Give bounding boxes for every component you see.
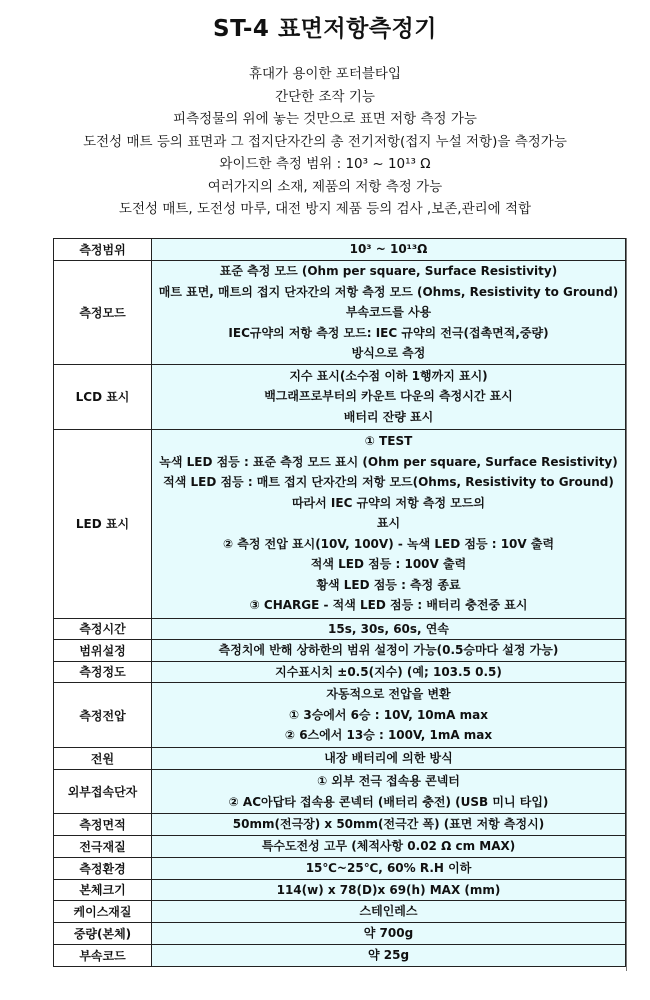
- spec-value-line: 적색 LED 점등 : 매트 접지 단자간의 저항 모드(Ohms, Resistivity to Ground): [163, 475, 614, 490]
- spec-row-voltage: [54, 683, 626, 748]
- spec-label: 측정모드: [54, 261, 152, 365]
- spec-value-line: 50mm(전극장) x 50mm(전극간 폭) (표면 저항 측정시): [232, 817, 545, 832]
- spec-value: [152, 944, 626, 966]
- spec-value: [152, 261, 626, 365]
- intro-list: [0, 63, 650, 221]
- spec-value: [152, 429, 626, 618]
- spec-value: [152, 640, 626, 662]
- spec-row-time: [54, 618, 626, 640]
- spec-label: 측정범위: [54, 239, 152, 261]
- spec-value-line: 지수 표시(소수점 이하 1행까지 표시): [289, 368, 488, 383]
- spec-value-line: ③ CHARGE - 적색 LED 점등 : 배터리 충전중 표시: [249, 598, 528, 613]
- spec-row-area: [54, 814, 626, 836]
- spec-value-line: 약 25g: [367, 947, 410, 962]
- spec-label: 측정환경: [54, 857, 152, 879]
- spec-value: [152, 814, 626, 836]
- spec-value-line: ① 3승에서 6승 : 10V, 10mA max: [289, 707, 488, 722]
- spec-value-line: 백그래프로부터의 카운트 다운의 측정시간 표시: [264, 389, 513, 404]
- spec-label: 외부접속단자: [54, 770, 152, 814]
- spec-value: [152, 239, 626, 261]
- spec-value: [152, 923, 626, 945]
- spec-row-external-terminal: [54, 770, 626, 814]
- spec-label: 범위설정: [54, 640, 152, 662]
- spec-label: 측정정도: [54, 661, 152, 683]
- spec-label: 중량(본체): [54, 923, 152, 945]
- spec-row-lcd: [54, 364, 626, 429]
- spec-value-line: 측정치에 반해 상하한의 범위 설정이 가능(0.5승마다 설정 가능): [218, 643, 559, 657]
- spec-label: 측정면적: [54, 814, 152, 836]
- spec-row-case: [54, 901, 626, 923]
- spec-value: [152, 770, 626, 814]
- spec-value: [152, 683, 626, 748]
- intro-line: 휴대가 용이한 포터블타입: [248, 66, 402, 82]
- spec-label: 측정시간: [54, 618, 152, 640]
- spec-value-line: 방식으로 측정: [351, 346, 426, 360]
- spec-label: LCD 표시: [54, 364, 152, 429]
- spec-value-line: ① 외부 전극 접속용 콘넥터: [317, 774, 460, 788]
- spec-row-size: [54, 879, 626, 901]
- spec-label: 측정전압: [54, 683, 152, 748]
- spec-value-line: ① TEST: [364, 434, 413, 449]
- intro-line: 도전성 매트, 도전성 마루, 대전 방지 제품 등의 검사 ,보존,관리에 적합: [118, 201, 532, 217]
- spec-value-line: ② 6스에서 13승 : 100V, 1mA max: [284, 728, 493, 743]
- spec-value-line: 표준 측정 모드 (Ohm per square, Surface Resistivity): [219, 264, 558, 278]
- spec-label: 전원: [54, 748, 152, 770]
- spec-label: LED 표시: [54, 429, 152, 618]
- spec-value-line: 배터리 잔량 표시: [343, 409, 434, 424]
- spec-value-line: 스테인레스: [359, 904, 418, 919]
- spec-value: [152, 857, 626, 879]
- spec-row-cord: [54, 944, 626, 966]
- page-title: ST-4 표면저항측정기: [213, 16, 437, 42]
- spec-value: [152, 364, 626, 429]
- spec-row-led: [54, 429, 626, 618]
- spec-row-electrode: [54, 836, 626, 858]
- spec-row-weight: [54, 923, 626, 945]
- spec-value: [152, 836, 626, 858]
- intro-line: 도전성 매트 등의 표면과 그 접지단자간의 총 전기저항(접지 누설 저항)을 측정가능: [83, 133, 567, 150]
- spec-value-line: 15s, 30s, 60s, 연속: [328, 621, 449, 636]
- spec-row-range-setting: [54, 640, 626, 662]
- spec-value: [152, 618, 626, 640]
- right-edge-line: [626, 238, 627, 971]
- spec-value-line: 자동적으로 전압을 변환: [326, 687, 451, 702]
- spec-value-line: 내장 배터리에 의한 방식: [324, 751, 453, 766]
- intro-line: 간단한 조작 기능: [275, 88, 375, 105]
- spec-label: 부속코드: [54, 944, 152, 966]
- spec-value: [152, 901, 626, 923]
- spec-value: [152, 661, 626, 683]
- spec-value-line: 황색 LED 점등 : 측정 종료: [316, 577, 461, 592]
- spec-row-mode: [54, 261, 626, 365]
- intro-line: 피측정물의 위에 놓는 것만으로 표면 저항 측정 가능: [173, 111, 477, 127]
- spec-label: 본체크기: [54, 879, 152, 901]
- spec-value-line: 녹색 LED 점등 : 표준 측정 모드 표시 (Ohm per square, Surface Resistivity): [159, 454, 618, 469]
- spec-label: 전극재질: [54, 836, 152, 858]
- spec-row-accuracy: [54, 661, 626, 683]
- spec-value-line: ② AC아답타 접속용 콘넥터 (배터리 충전) (USB 미니 타입): [228, 794, 549, 809]
- spec-table: [53, 238, 626, 967]
- intro-line: 여러가지의 소재, 제품의 저항 측정 가능: [207, 178, 443, 195]
- spec-value-line: 특수도전성 고무 (체적사항 0.02 Ω cm MAX): [261, 839, 516, 853]
- spec-value-line: 지수표시치 ±0.5(지수) (예; 103.5 0.5): [275, 664, 502, 679]
- spec-value-line: 따라서 IEC 규약의 저항 측정 모드의: [291, 495, 486, 510]
- spec-value-line: 10³ ~ 10¹³Ω: [349, 242, 428, 257]
- spec-value-line: 15℃~25℃, 60% R.H 이하: [305, 860, 472, 875]
- spec-row-power: [54, 748, 626, 770]
- spec-value-line: 매트 표면, 매트의 접지 단자간의 저항 측정 모드 (Ohms, Resistivity to Ground) 부속코드를 사용: [158, 284, 619, 319]
- spec-value: [152, 879, 626, 901]
- spec-value-line: 적색 LED 점등 : 100V 출력: [310, 557, 467, 572]
- intro-line: 와이드한 측정 범위 : 10³ ~ 10¹³ Ω: [219, 156, 431, 172]
- spec-value-line: 114(w) x 78(D)x 69(h) MAX (mm): [276, 882, 501, 897]
- spec-row-range: [54, 239, 626, 261]
- spec-value-line: IEC규약의 저항 측정 모드: IEC 규약의 전극(접촉면적,중량): [228, 325, 549, 340]
- spec-label: 케이스재질: [54, 901, 152, 923]
- spec-value-line: ② 측정 전압 표시(10V, 100V) - 녹색 LED 점등 : 10V 출력: [222, 536, 555, 551]
- spec-value: [152, 748, 626, 770]
- spec-row-environment: [54, 857, 626, 879]
- spec-value-line: 표시: [376, 516, 401, 531]
- spec-value-line: 약 700g: [363, 926, 414, 940]
